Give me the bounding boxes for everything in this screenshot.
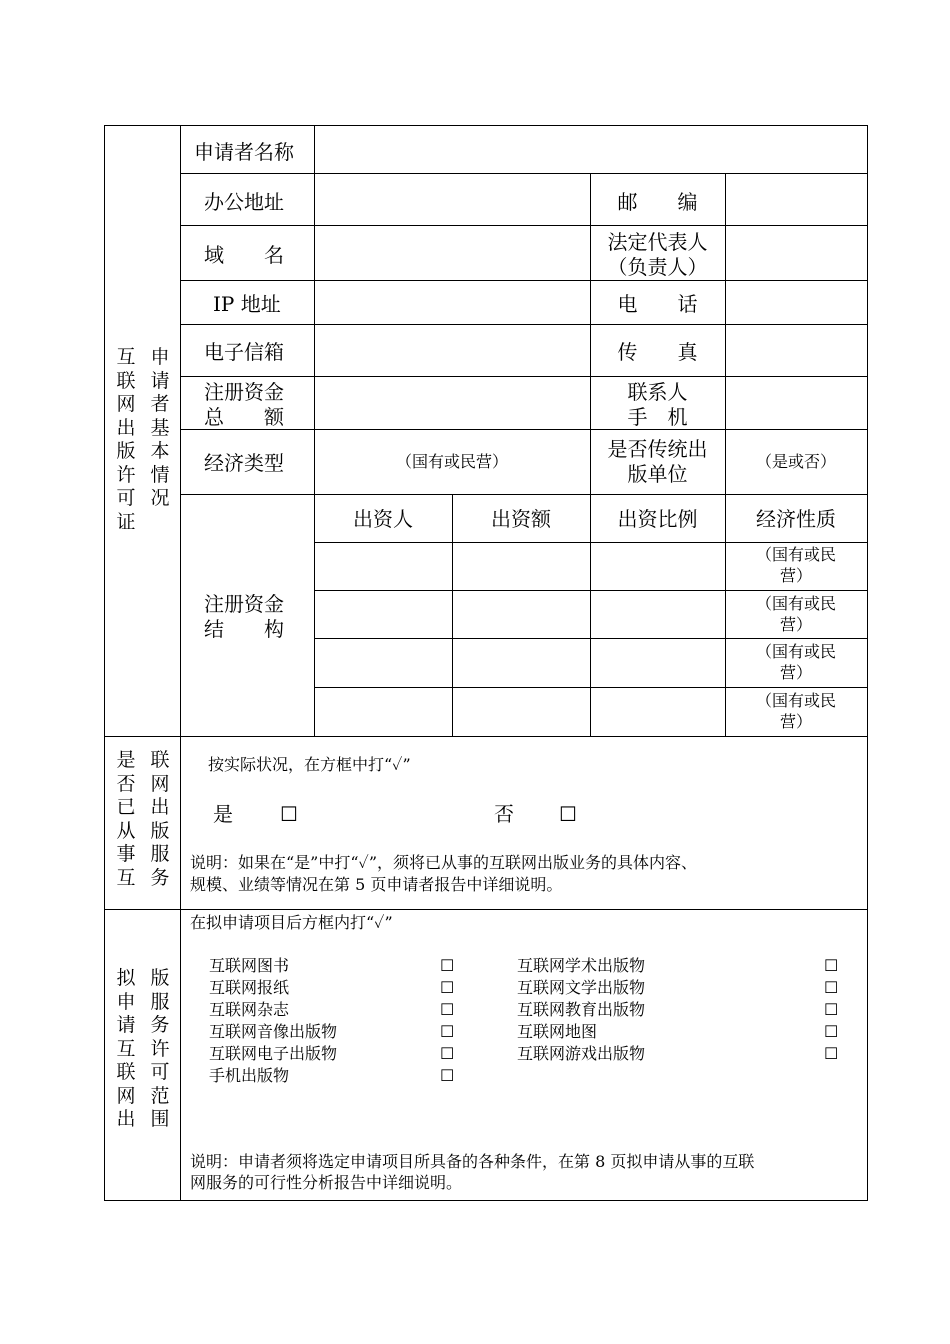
rule xyxy=(314,638,868,639)
economic-type-label: 经济类型 xyxy=(204,451,284,475)
rule xyxy=(180,429,868,430)
applicant-name-label: 申请者名称 xyxy=(194,140,294,164)
economic-type-hint: （国有或民营） xyxy=(395,452,508,471)
header-investment-ratio: 出资比例 xyxy=(617,507,698,531)
rule xyxy=(314,687,868,688)
scope-checkbox[interactable]: ☐ xyxy=(440,1066,455,1085)
scope-item: 互联网图书 xyxy=(209,956,290,975)
rule xyxy=(104,125,105,1201)
scope-checkbox[interactable]: ☐ xyxy=(440,1044,455,1063)
section2-label-col2: 联网出版服务 xyxy=(150,749,170,889)
capital-total-label-line2: 总 额 xyxy=(204,405,284,429)
section2-note-line1: 说明：如果在“是”中打“✓”，须将已从事的互联网出版业务的具体内容、 xyxy=(190,853,698,872)
header-economic-nature: 经济性质 xyxy=(756,507,836,531)
rule xyxy=(104,909,868,910)
scope-item: 互联网文学出版物 xyxy=(517,978,646,997)
yes-label: 是 xyxy=(213,802,233,826)
scope-checkbox[interactable]: ☐ xyxy=(824,1000,839,1019)
scope-checkbox[interactable]: ☐ xyxy=(440,1022,455,1041)
section1-outer-label: 互联网出版许可证 xyxy=(116,346,136,533)
rule xyxy=(104,125,868,126)
nature-hint-line2: 营） xyxy=(779,566,812,585)
scope-item: 互联网杂志 xyxy=(209,1000,290,1019)
section2-note-line2: 规模、业绩等情况在第 5 页申请者报告中详细说明。 xyxy=(190,875,563,894)
nature-hint-line1: （国有或民 xyxy=(755,594,836,613)
rule xyxy=(180,125,181,1201)
rule xyxy=(314,542,868,543)
nature-hint-line2: 营） xyxy=(779,712,812,731)
rule xyxy=(104,1200,868,1201)
rule xyxy=(314,125,315,737)
rule xyxy=(180,324,868,325)
rule xyxy=(104,736,868,737)
rule xyxy=(867,125,868,1201)
postcode-label: 邮 编 xyxy=(617,190,698,214)
ip-address-label: IP 地址 xyxy=(213,292,281,316)
contact-label-line1: 联系人 xyxy=(627,380,688,404)
section3-label-col1: 拟申请互联网出 xyxy=(116,967,136,1130)
capital-total-label-line1: 注册资金 xyxy=(204,380,284,404)
rule xyxy=(180,280,868,281)
scope-checkbox[interactable]: ☐ xyxy=(824,1022,839,1041)
nature-hint-line1: （国有或民 xyxy=(755,545,836,564)
legal-rep-label-line1: 法定代表人 xyxy=(607,230,708,254)
section3-note-line1: 说明：申请者须将选定申请项目所具备的各种条件，在第 8 页拟申请从事的互联 xyxy=(190,1152,755,1171)
office-address-label: 办公地址 xyxy=(204,190,284,214)
email-label: 电子信箱 xyxy=(204,340,284,364)
contact-label-line2: 手 机 xyxy=(627,405,688,429)
nature-hint-line2: 营） xyxy=(779,615,812,634)
scope-checkbox[interactable]: ☐ xyxy=(824,956,839,975)
nature-hint-line2: 营） xyxy=(779,663,812,682)
scope-item: 互联网报纸 xyxy=(209,978,290,997)
no-checkbox[interactable]: ☐ xyxy=(559,802,577,826)
capital-structure-label-line2: 结 构 xyxy=(204,617,284,641)
traditional-publisher-hint: （是或否） xyxy=(755,452,836,471)
section1-inner-label: 申请者基本情况 xyxy=(150,346,170,509)
scope-checkbox[interactable]: ☐ xyxy=(440,978,455,997)
scope-checkbox[interactable]: ☐ xyxy=(824,978,839,997)
legal-rep-label-line2: （负责人） xyxy=(607,255,708,279)
no-label: 否 xyxy=(494,802,514,826)
domain-label: 域 名 xyxy=(204,243,284,267)
rule xyxy=(180,494,868,495)
header-investment-amount: 出资额 xyxy=(491,507,551,531)
scope-checkbox[interactable]: ☐ xyxy=(440,1000,455,1019)
rule xyxy=(180,376,868,377)
scope-item: 互联网电子出版物 xyxy=(209,1044,338,1063)
capital-structure-label-line1: 注册资金 xyxy=(204,592,284,616)
section3-note-line2: 网服务的可行性分析报告中详细说明。 xyxy=(190,1173,463,1192)
rule xyxy=(314,590,868,591)
scope-checkbox[interactable]: ☐ xyxy=(824,1044,839,1063)
yes-checkbox[interactable]: ☐ xyxy=(280,802,298,826)
section2-label-col1: 是否已从事互 xyxy=(116,749,136,889)
rule xyxy=(180,173,868,174)
section3-instruction: 在拟申请项目后方框内打“✓” xyxy=(190,913,393,932)
section2-instruction: 按实际状况，在方框中打“✓” xyxy=(208,755,411,774)
nature-hint-line1: （国有或民 xyxy=(755,642,836,661)
scope-item: 手机出版物 xyxy=(209,1066,290,1085)
phone-label: 电 话 xyxy=(617,292,698,316)
scope-item: 互联网教育出版物 xyxy=(517,1000,646,1019)
section3-label-col2: 版服务许可范围 xyxy=(150,967,170,1130)
scope-item: 互联网地图 xyxy=(517,1022,598,1041)
header-investor: 出资人 xyxy=(353,507,413,531)
nature-hint-line1: （国有或民 xyxy=(755,691,836,710)
scope-item: 互联网学术出版物 xyxy=(517,956,646,975)
scope-item: 互联网音像出版物 xyxy=(209,1022,338,1041)
traditional-publisher-label-line2: 版单位 xyxy=(627,462,688,486)
scope-item: 互联网游戏出版物 xyxy=(517,1044,646,1063)
traditional-publisher-label-line1: 是否传统出 xyxy=(607,437,708,461)
rule xyxy=(180,225,868,226)
fax-label: 传 真 xyxy=(617,340,698,364)
scope-checkbox[interactable]: ☐ xyxy=(440,956,455,975)
